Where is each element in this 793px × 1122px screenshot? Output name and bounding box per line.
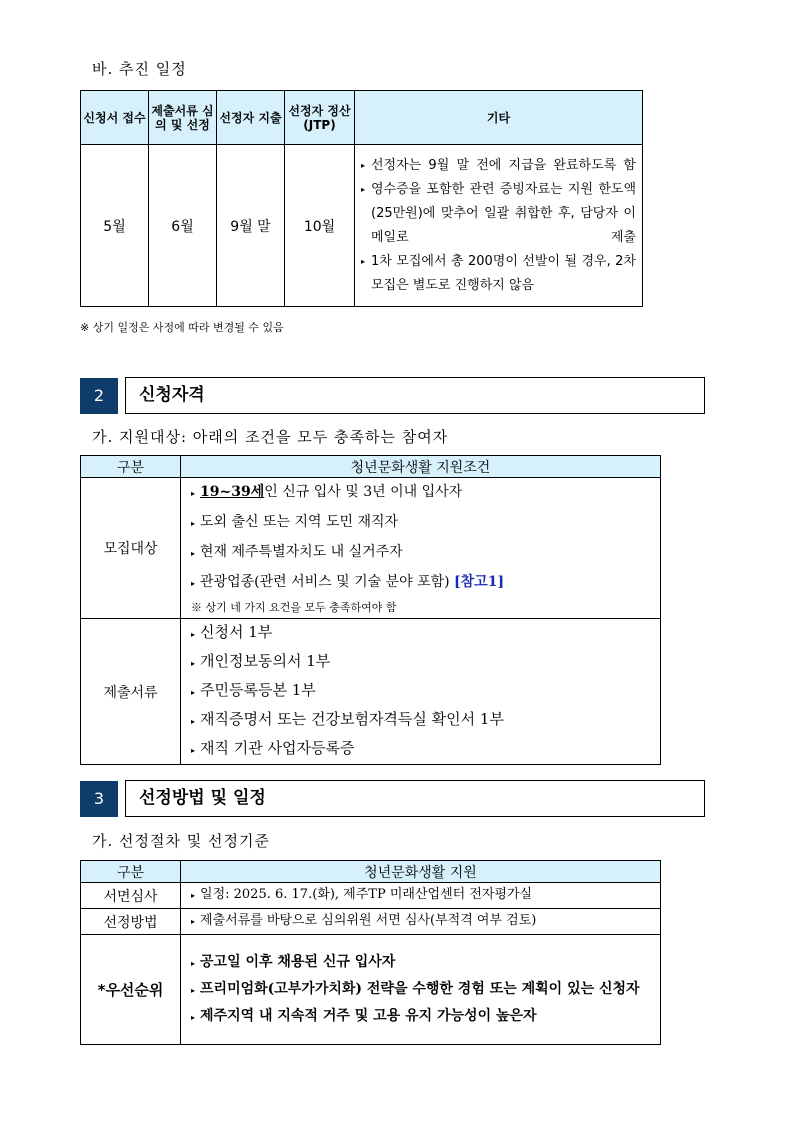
document-item: ▸ 개인정보동의서 1부: [191, 652, 331, 670]
document-item: ▸ 신청서 1부: [191, 623, 273, 641]
recruit-item-age: ▸ 19~39세인 신규 입사 및 3년 이내 입사자: [191, 484, 463, 500]
schedule-table: [80, 90, 643, 307]
selection-table: [80, 860, 661, 1045]
recruit-label: 모집대상: [81, 478, 181, 619]
documents-label: 제출서류: [81, 619, 181, 765]
schedule-heading: 바. 추진 일정: [92, 60, 187, 78]
recruit-item-origin: ▸ 도외 출신 또는 지역 도민 재직자: [191, 514, 399, 530]
col-payment: 선정자 지출: [217, 91, 285, 145]
selection-method-label: 선정방법: [81, 909, 181, 935]
document-item: ▸ 주민등록등본 1부: [191, 681, 316, 699]
triangle-bullet-icon: ▸: [191, 519, 196, 528]
recruit-note: ※ 상기 네 가지 요건을 모두 충족하여야 함: [191, 601, 397, 614]
triangle-bullet-icon: ▸: [191, 579, 196, 588]
triangle-bullet-icon: ▸: [191, 917, 196, 926]
priority-item: ▸ 제주지역 내 지속적 거주 및 고용 유지 가능성이 높은자: [191, 1008, 537, 1024]
triangle-bullet-icon: ▸: [361, 160, 366, 170]
cell-settlement: 10월: [285, 145, 355, 307]
triangle-bullet-icon: ▸: [191, 549, 196, 558]
selection-method-value: ▸ 제출서류를 바탕으로 심의위원 서면 심사(부적격 여부 검토): [181, 909, 661, 935]
eligibility-header-conditions: 청년문화생활 지원조건: [181, 456, 661, 478]
priority-item: ▸ 프리미엄화(고부가가치화) 전략을 수행한 경험 또는 계획이 있는 신청자: [191, 981, 640, 997]
recruit-item-industry: ▸ 관광업종(관련 서비스 및 기술 분야 포함) [참고1]: [191, 574, 505, 590]
document-review-label: 서면심사: [81, 883, 181, 909]
section2-number: 2: [80, 378, 118, 414]
etc-note-3: ▸ 1차 모집에서 총 200명이 선발이 될 경우, 2차 모집은 별도로 진행하지 않음: [361, 250, 636, 298]
triangle-bullet-icon: ▸: [191, 985, 196, 995]
triangle-bullet-icon: ▸: [191, 688, 196, 697]
priority-item: ▸ 공고일 이후 채용된 신규 입사자: [191, 954, 396, 970]
col-application: 신청서 접수: [81, 91, 149, 145]
triangle-bullet-icon: ▸: [191, 958, 196, 968]
cell-application: 5월: [81, 145, 149, 307]
documents-list: [181, 619, 661, 765]
triangle-bullet-icon: ▸: [191, 489, 196, 498]
etc-note-1: ▸ 선정자는 9월 말 전에 지급을 완료하도록 함: [361, 154, 636, 178]
section2-subheading: 가. 지원대상: 아래의 조건을 모두 충족하는 참여자: [92, 428, 449, 446]
schedule-footnote: ※ 상기 일정은 사정에 따라 변경될 수 있음: [80, 321, 284, 334]
recruit-conditions: [181, 478, 661, 619]
cell-review: 6월: [149, 145, 217, 307]
selection-header-category: 구분: [81, 861, 181, 883]
col-etc: 기타: [355, 91, 643, 145]
priority-label: *우선순위: [81, 935, 181, 1045]
etc-note-2: ▸ 영수증을 포함한 관련 증빙자료는 지원 한도액(25만원)에 맞추어 일괄 취합한 후, 담당자 이메일로 제출: [361, 178, 636, 250]
section3-title: 선정방법 및 일정: [125, 780, 705, 817]
selection-header-support: 청년문화생활 지원: [181, 861, 661, 883]
triangle-bullet-icon: ▸: [191, 717, 196, 726]
triangle-bullet-icon: ▸: [361, 184, 366, 194]
document-review-value: ▸ 일정: 2025. 6. 17.(화), 제주TP 미래산업센터 전자평가실: [181, 883, 661, 909]
section3-number: 3: [80, 781, 118, 817]
cell-payment: 9월 말: [217, 145, 285, 307]
triangle-bullet-icon: ▸: [191, 891, 196, 900]
recruit-item-residence: ▸ 현재 제주특별자치도 내 실거주자: [191, 544, 403, 560]
triangle-bullet-icon: ▸: [191, 630, 196, 639]
col-review: 제출서류 심의 및 선정: [149, 91, 217, 145]
col-settlement: 선정자 정산 (JTP): [285, 91, 355, 145]
triangle-bullet-icon: ▸: [191, 1012, 196, 1022]
eligibility-table: [80, 455, 661, 765]
document-item: ▸ 재직증명서 또는 건강보험자격득실 확인서 1부: [191, 710, 504, 728]
triangle-bullet-icon: ▸: [191, 659, 196, 668]
triangle-bullet-icon: ▸: [191, 746, 196, 755]
document-item: ▸ 재직 기관 사업자등록증: [191, 739, 355, 757]
section3-subheading: 가. 선정절차 및 선정기준: [92, 832, 270, 850]
triangle-bullet-icon: ▸: [361, 256, 366, 266]
eligibility-header-category: 구분: [81, 456, 181, 478]
priority-list: [181, 935, 661, 1045]
section2-title: 신청자격: [125, 377, 705, 414]
cell-etc: [355, 145, 643, 307]
